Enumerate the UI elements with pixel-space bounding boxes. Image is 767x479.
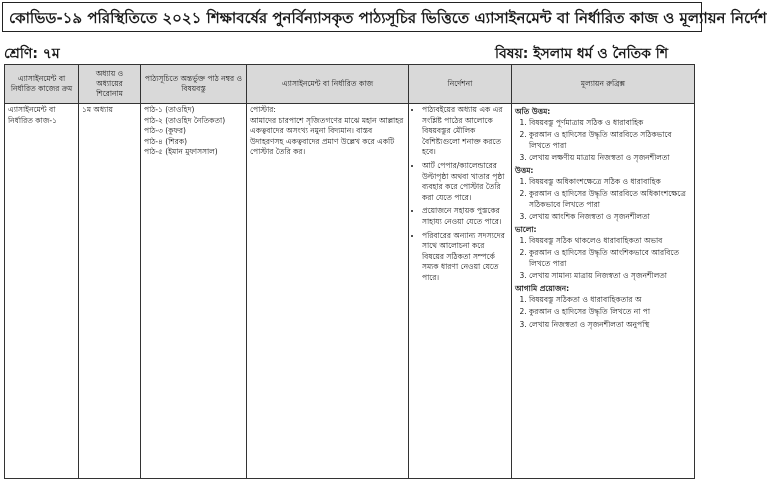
rubric-level-excellent: অতি উত্তম: bbox=[515, 107, 551, 116]
table-header-row bbox=[5, 65, 695, 104]
header-instructions: নির্দেশনা bbox=[409, 65, 512, 104]
rubric-item: 1. বিষয়বস্তু সঠিকতা ও ধারাবাহিকতার অ bbox=[529, 295, 691, 306]
rubric-item: 3. লেখায় আংশিক নিজস্বতা ও সৃজনশীলতা bbox=[529, 212, 691, 223]
lesson-item: পাঠ-৪ (শিরক) bbox=[144, 136, 188, 146]
rubric-item: 1. বিষয়বস্তু সঠিক থাকলেও ধারাবাহিকতা অভাব bbox=[529, 236, 691, 247]
lesson-item: পাঠ-২ (তাওহিদ নৈতিকতা) bbox=[144, 115, 226, 125]
rubric-item: 2. কুরআন ও হাদিসের উদ্ধৃতি লিখতে না পা bbox=[529, 307, 691, 318]
chapter-name: ১ম অধ্যায় bbox=[82, 105, 113, 114]
assignment-no: এ্যাসাইনমেন্ট বা নির্ধারিত কাজ-১ bbox=[8, 105, 57, 125]
lesson-item: পাঠ-৩ (কুফর) bbox=[144, 126, 186, 136]
rubric-item: 3. লেখায় সামান্য মাত্রায় নিজস্বতা ও সৃজনশীলতা bbox=[529, 271, 691, 282]
assignment-table bbox=[4, 64, 695, 479]
task-heading: পোস্টার: bbox=[250, 105, 276, 114]
rubric-item: 2. কুরআন ও হাদিসের উদ্ধৃতি আরবিতে সঠিকভাবে লিখতে পারা bbox=[529, 130, 691, 151]
lesson-item: পাঠ-১ (তাওহিদ) bbox=[144, 105, 195, 114]
document-title: কোভিড-১৯ পরিস্থিতিতে ২০২১ শিক্ষাবর্ষের পুনর্বিন্যাসকৃত পাঠ্যসূচির ভিত্তিতে এ্যাসাইনমেন্ট বা নির্ধারিত কাজ ও মূল্যায়ন নির্দেশ bbox=[2, 2, 702, 32]
assignment-no-cell bbox=[5, 104, 79, 479]
header-rubric: মূল্যায়ন রুব্রিক্স bbox=[512, 65, 695, 104]
instruction-item: • আর্ট পেপার/ক্যালেন্ডারের উল্টাপৃষ্ঠা অথবা খাতার পৃষ্ঠা ব্যবহার করে পোস্টার তৈরি করা যেতে পারে। bbox=[422, 161, 508, 203]
subject-label: বিষয়: ইসলাম ধর্ম ও নৈতিক শি bbox=[495, 46, 669, 62]
lesson-item: পাঠ-৫ (ইমান মুফাসসাল) bbox=[144, 147, 218, 157]
rubric-item: 1. বিষয়বস্তু পূর্ণমাত্রায় সঠিক ও ধারাবাহিক bbox=[529, 118, 691, 129]
rubric-item: 3. লেখায় নিজস্বতা ও সৃজনশীলতা অনুপস্থি bbox=[529, 320, 691, 331]
rubric-level-needs-improvement: আগামি প্রয়োজন: bbox=[515, 283, 570, 293]
table-row bbox=[5, 104, 695, 479]
instructions-cell bbox=[409, 104, 512, 479]
rubric-list bbox=[515, 118, 691, 164]
rubric-item: 2. কুরআন ও হাদিসের উদ্ধৃতি আরবিতে অধিকাংশক্ষেত্রে সঠিকভাবে লিখতে পারা bbox=[529, 189, 691, 210]
rubric-list bbox=[515, 295, 691, 331]
header-task: এ্যাসাইনমেন্ট বা নির্ধারিত কাজ bbox=[247, 65, 409, 104]
class-label: শ্রেণি: ৭ম bbox=[4, 46, 60, 62]
rubric-cell bbox=[512, 104, 695, 479]
header-chapter: অধ্যায় ও অধ্যায়ের শিরোনাম bbox=[79, 65, 141, 104]
instruction-list bbox=[412, 105, 508, 284]
task-cell bbox=[247, 104, 409, 479]
rubric-item: 2. কুরআন ও হাদিসের উদ্ধৃতি আংশিকভাবে আরবিতে লিখতে পারা bbox=[529, 248, 691, 269]
rubric-item: 1. বিষয়বস্তু অধিকাংশক্ষেত্রে সঠিক ও ধারাবাহিক bbox=[529, 177, 691, 188]
rubric-level-good: উত্তম: bbox=[515, 165, 534, 175]
rubric-list bbox=[515, 236, 691, 282]
instruction-item: • পাঠ্যবইয়ের অধ্যায় এক এর সংশ্লিষ্ট পাঠের আলোকে বিষয়বস্তুর মৌলিক বৈশিষ্ট্যগুলো শনাক্ত করতে হবে। bbox=[422, 105, 508, 158]
chapter-cell bbox=[79, 104, 141, 479]
instruction-item: • প্রয়োজনে সহায়ক পুস্তকের সাহায্য নেওয়া যেতে পারে। bbox=[422, 206, 508, 227]
header-lessons: পাঠ্যসূচিতে অন্তর্ভুক্ত পাঠ নম্বর ও বিষয়বস্তু bbox=[141, 65, 247, 104]
rubric-item: 3. লেখায় লক্ষণীয় মাত্রায় নিজস্বতা ও সৃজনশীলতা bbox=[529, 153, 691, 164]
task-body: আমাদের চারপাশে সৃজিতগণের মাঝে মহান আল্লাহর একত্ববাদের অসংখ্য নমুনা বিদ্যমান। বাস্তব উদাহরণসহ একত্ববাদের প্রমাণ উল্লেখ করে একটি পোস্টার তৈরি কর। bbox=[250, 115, 404, 157]
rubric-level-fair: ভালো: bbox=[515, 224, 537, 234]
lessons-cell bbox=[141, 104, 247, 479]
rubric-list bbox=[515, 177, 691, 223]
instruction-item: • পরিবারের অন্যান্য সদস্যদের সাথে আলোচনা করে বিষয়ের সঠিকতা সম্পর্কে সম্যক ধারণা নেওয়া যেতে পারে। bbox=[422, 231, 508, 284]
header-assignment-no: এ্যাসাইনমেন্ট বা নির্ধারিত কাজের ক্রম bbox=[5, 65, 79, 104]
